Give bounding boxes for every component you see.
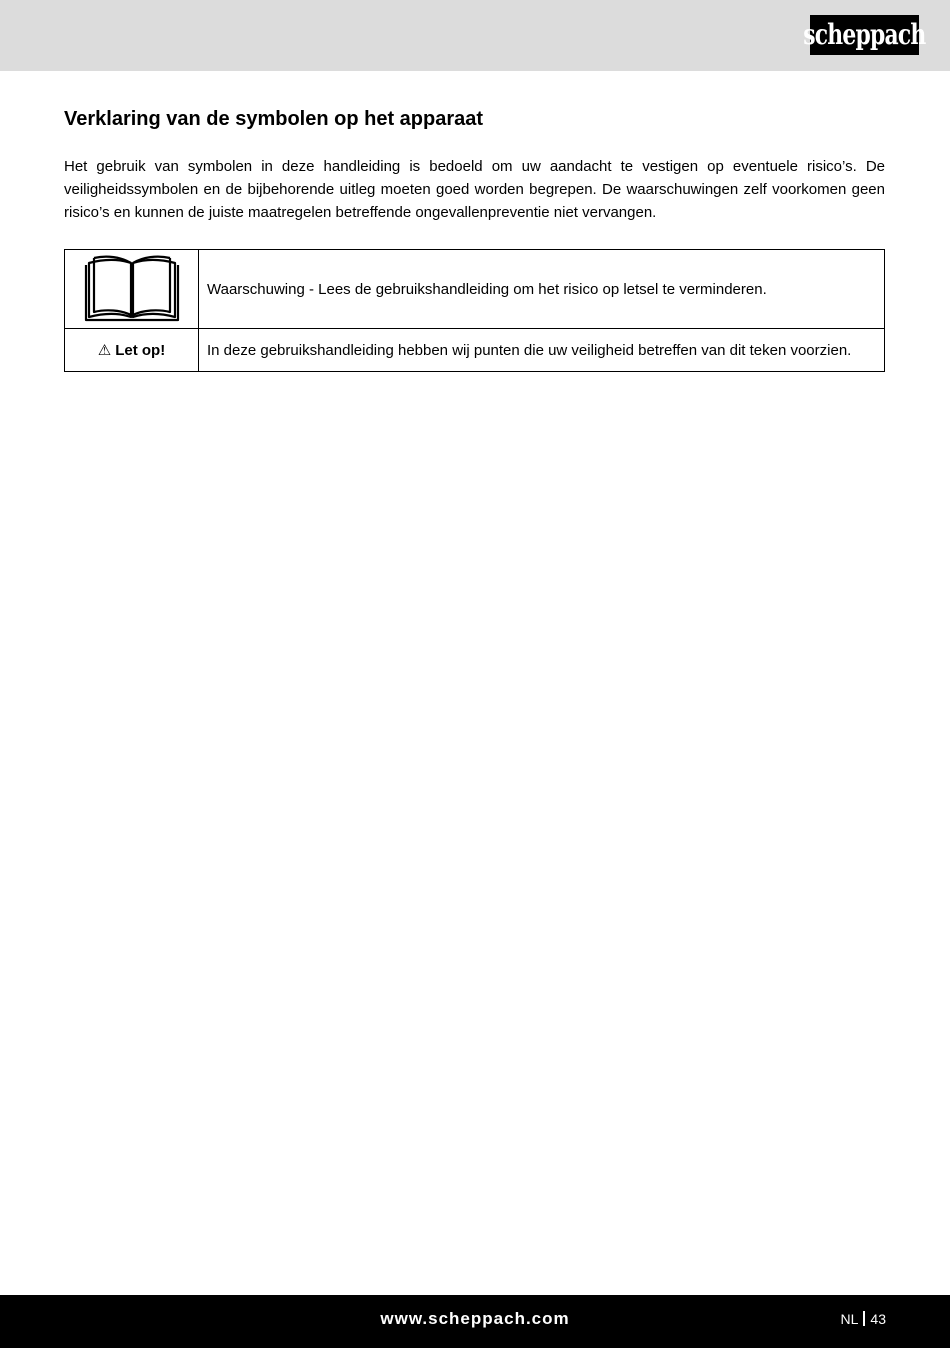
intro-paragraph: Het gebruik van symbolen in deze handleiding is bedoeld om uw aandacht te vestigen op eventuele risico’s. De veiligheidssymbolen en de bijbehorende uitleg moeten goed worden begrepen. De waarschuwingen zelf voorkomen geen risico’s en kunnen de juiste maatregelen betreffende ongevallenpreventie niet vervangen. <box>64 158 885 221</box>
symbols-table <box>64 249 885 372</box>
symbol-cell <box>65 250 199 329</box>
logo-text: scheppach <box>803 18 926 51</box>
language-code: NL <box>840 1311 859 1327</box>
table-row <box>65 250 885 329</box>
symbol-description: In deze gebruikshandleiding hebben wij punten die uw veiligheid betreffen van dit teken voorzien. <box>199 329 885 372</box>
let-op-label: Let op! <box>115 342 166 359</box>
page-title: Verklaring van de symbolen op het apparaat <box>64 108 484 130</box>
footer-bar <box>0 1295 950 1348</box>
header-bar <box>0 0 950 71</box>
open-book-icon <box>84 255 180 323</box>
warning-triangle-icon: ⚠ <box>97 342 112 359</box>
scheppach-logo <box>803 15 926 55</box>
website-link[interactable]: www.scheppach.com <box>380 1309 570 1328</box>
table-row <box>65 329 885 372</box>
page-number: 43 <box>870 1311 886 1327</box>
symbol-cell <box>65 329 199 372</box>
symbol-description: Waarschuwing - Lees de gebruikshandleiding om het risico op letsel te verminderen. <box>199 250 885 329</box>
page-divider <box>863 1311 865 1326</box>
page-indicator <box>841 1311 886 1327</box>
